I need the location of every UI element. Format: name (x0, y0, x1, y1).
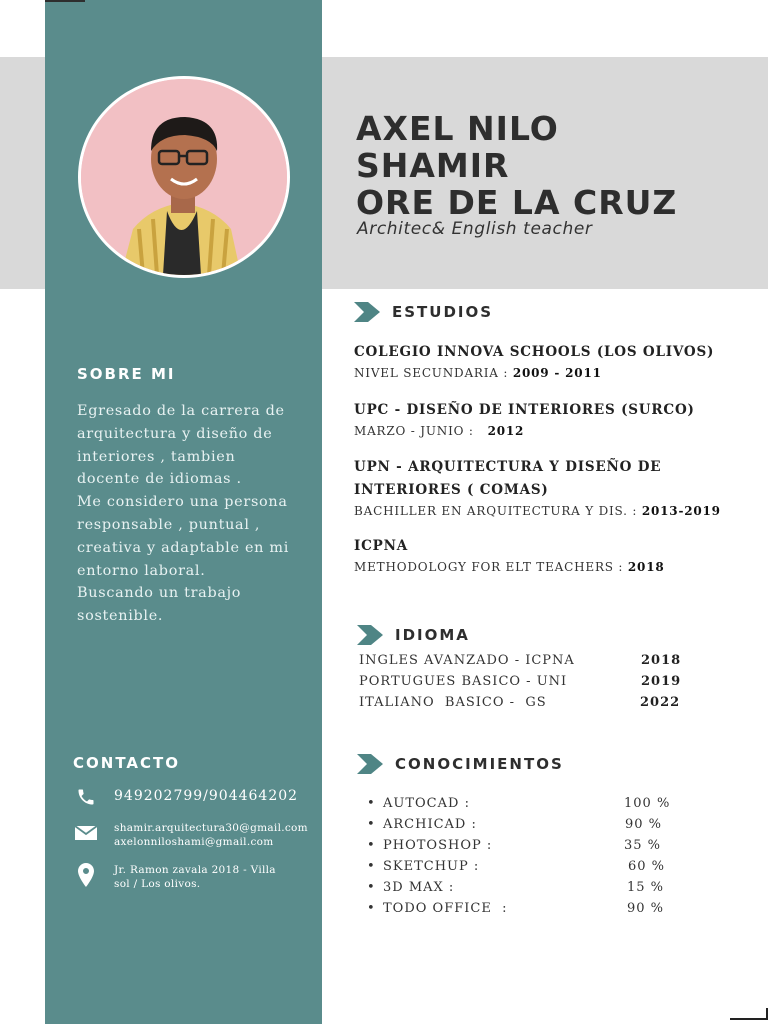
job-title: Architec& English teacher (357, 219, 593, 239)
bullet: • (367, 901, 376, 916)
name-line: AXEL NILO (356, 109, 559, 148)
language-year: 2019 (641, 674, 682, 689)
bullet: • (367, 859, 376, 874)
study-title: ICPNA (354, 538, 409, 554)
chevron-right-icon (357, 754, 383, 774)
about-line: docente de idiomas . (77, 471, 242, 488)
about-line: sostenible. (77, 608, 164, 625)
bullet: • (367, 838, 376, 853)
skill-name: AUTOCAD : (383, 796, 470, 811)
phone-number[interactable]: 949202799/904464202 (114, 788, 299, 804)
study-detail (354, 502, 754, 520)
study-item (354, 535, 754, 576)
about-line: responsable , puntual , (77, 516, 261, 533)
skill-name: PHOTOSHOP : (383, 838, 493, 853)
profile-photo (78, 76, 290, 278)
study-item (354, 456, 754, 520)
skill-level: 90 % (625, 817, 663, 832)
about-line: entorno laboral. (77, 562, 206, 579)
section-title: CONOCIMIENTOS (395, 755, 564, 773)
contact-address (72, 862, 276, 891)
skill-name: 3D MAX : (383, 880, 455, 895)
study-years: 2018 (627, 560, 665, 574)
study-detail (354, 364, 754, 382)
language-name: PORTUGUES BASICO - UNI (359, 674, 568, 689)
language-name: ITALIANO BASICO - GS (359, 695, 547, 710)
bullet: • (367, 796, 376, 811)
name-line: SHAMIR (356, 146, 510, 185)
about-line: Me considero una persona (77, 494, 288, 511)
bullet: • (367, 817, 376, 832)
study-period-label: NIVEL SECUNDARIA : (354, 366, 513, 380)
contact-heading: CONTACTO (73, 754, 180, 772)
language-name: INGLES AVANZADO - ICPNA (359, 653, 575, 668)
skill-level: 15 % (627, 880, 665, 895)
chevron-right-icon (357, 625, 383, 645)
about-line: Buscando un trabajo (77, 585, 242, 602)
contact-email (72, 822, 308, 849)
language-item (359, 674, 689, 689)
languages-heading (357, 625, 470, 645)
study-detail (354, 422, 754, 440)
skills-heading (357, 754, 564, 774)
email-address[interactable]: shamir.arquitectura30@gmail.com (114, 822, 308, 834)
address-line: Jr. Ramon zavala 2018 - Villa (114, 864, 276, 876)
study-detail (354, 558, 754, 576)
study-years: 2013-2019 (641, 504, 721, 518)
chevron-right-icon (354, 302, 380, 322)
address-block (114, 864, 276, 891)
email-address[interactable]: axelonniloshami@gmail.com (114, 835, 274, 848)
full-name (356, 110, 677, 221)
about-heading: SOBRE MI (77, 365, 176, 383)
bullet: • (367, 880, 376, 895)
language-item (359, 653, 689, 668)
skill-level: 90 % (627, 901, 665, 916)
study-period-label: MARZO - JUNIO : (354, 424, 488, 438)
corner-mark (730, 1018, 768, 1020)
study-years: 2012 (487, 424, 525, 438)
skill-name: SKETCHUP : (383, 859, 480, 874)
skill-name: TODO OFFICE : (383, 901, 508, 916)
study-title: INTERIORES ( COMAS) (354, 482, 549, 498)
study-title: UPN - ARQUITECTURA Y DISEÑO DE (354, 459, 662, 475)
envelope-icon (72, 822, 100, 844)
studies-heading (354, 302, 493, 322)
phone-icon (72, 786, 100, 808)
about-line: arquitectura y diseño de (77, 425, 273, 442)
study-title: COLEGIO INNOVA SCHOOLS (LOS OLIVOS) (354, 344, 715, 360)
about-text (77, 400, 309, 628)
location-pin-icon (72, 862, 100, 888)
study-years: 2009 - 2011 (512, 366, 602, 380)
name-line: ORE DE LA CRUZ (356, 183, 678, 222)
study-title: UPC - DISEÑO DE INTERIORES (SURCO) (354, 402, 695, 418)
skill-name: ARCHICAD : (383, 817, 477, 832)
about-line: interiores , tambien (77, 448, 236, 465)
study-period-label: BACHILLER EN ARQUITECTURA Y DIS. : (354, 504, 642, 518)
study-item (354, 399, 754, 440)
skill-level: 100 % (624, 796, 671, 811)
about-line: creativa y adaptable en mi (77, 539, 290, 556)
section-title: ESTUDIOS (392, 303, 494, 321)
language-year: 2022 (640, 695, 681, 710)
skill-level: 35 % (624, 838, 662, 853)
address-line: sol / Los olivos. (114, 877, 201, 890)
section-title: IDIOMA (395, 626, 470, 644)
skill-level: 60 % (628, 859, 666, 874)
top-mark (45, 0, 85, 2)
study-item (354, 341, 754, 382)
email-block (114, 822, 308, 849)
language-year: 2018 (641, 653, 682, 668)
contact-phone (72, 786, 298, 808)
study-period-label: METHODOLOGY FOR ELT TEACHERS : (354, 560, 628, 574)
portrait-illustration (81, 79, 287, 275)
about-line: Egresado de la carrera de (77, 403, 285, 419)
language-item (359, 695, 689, 710)
